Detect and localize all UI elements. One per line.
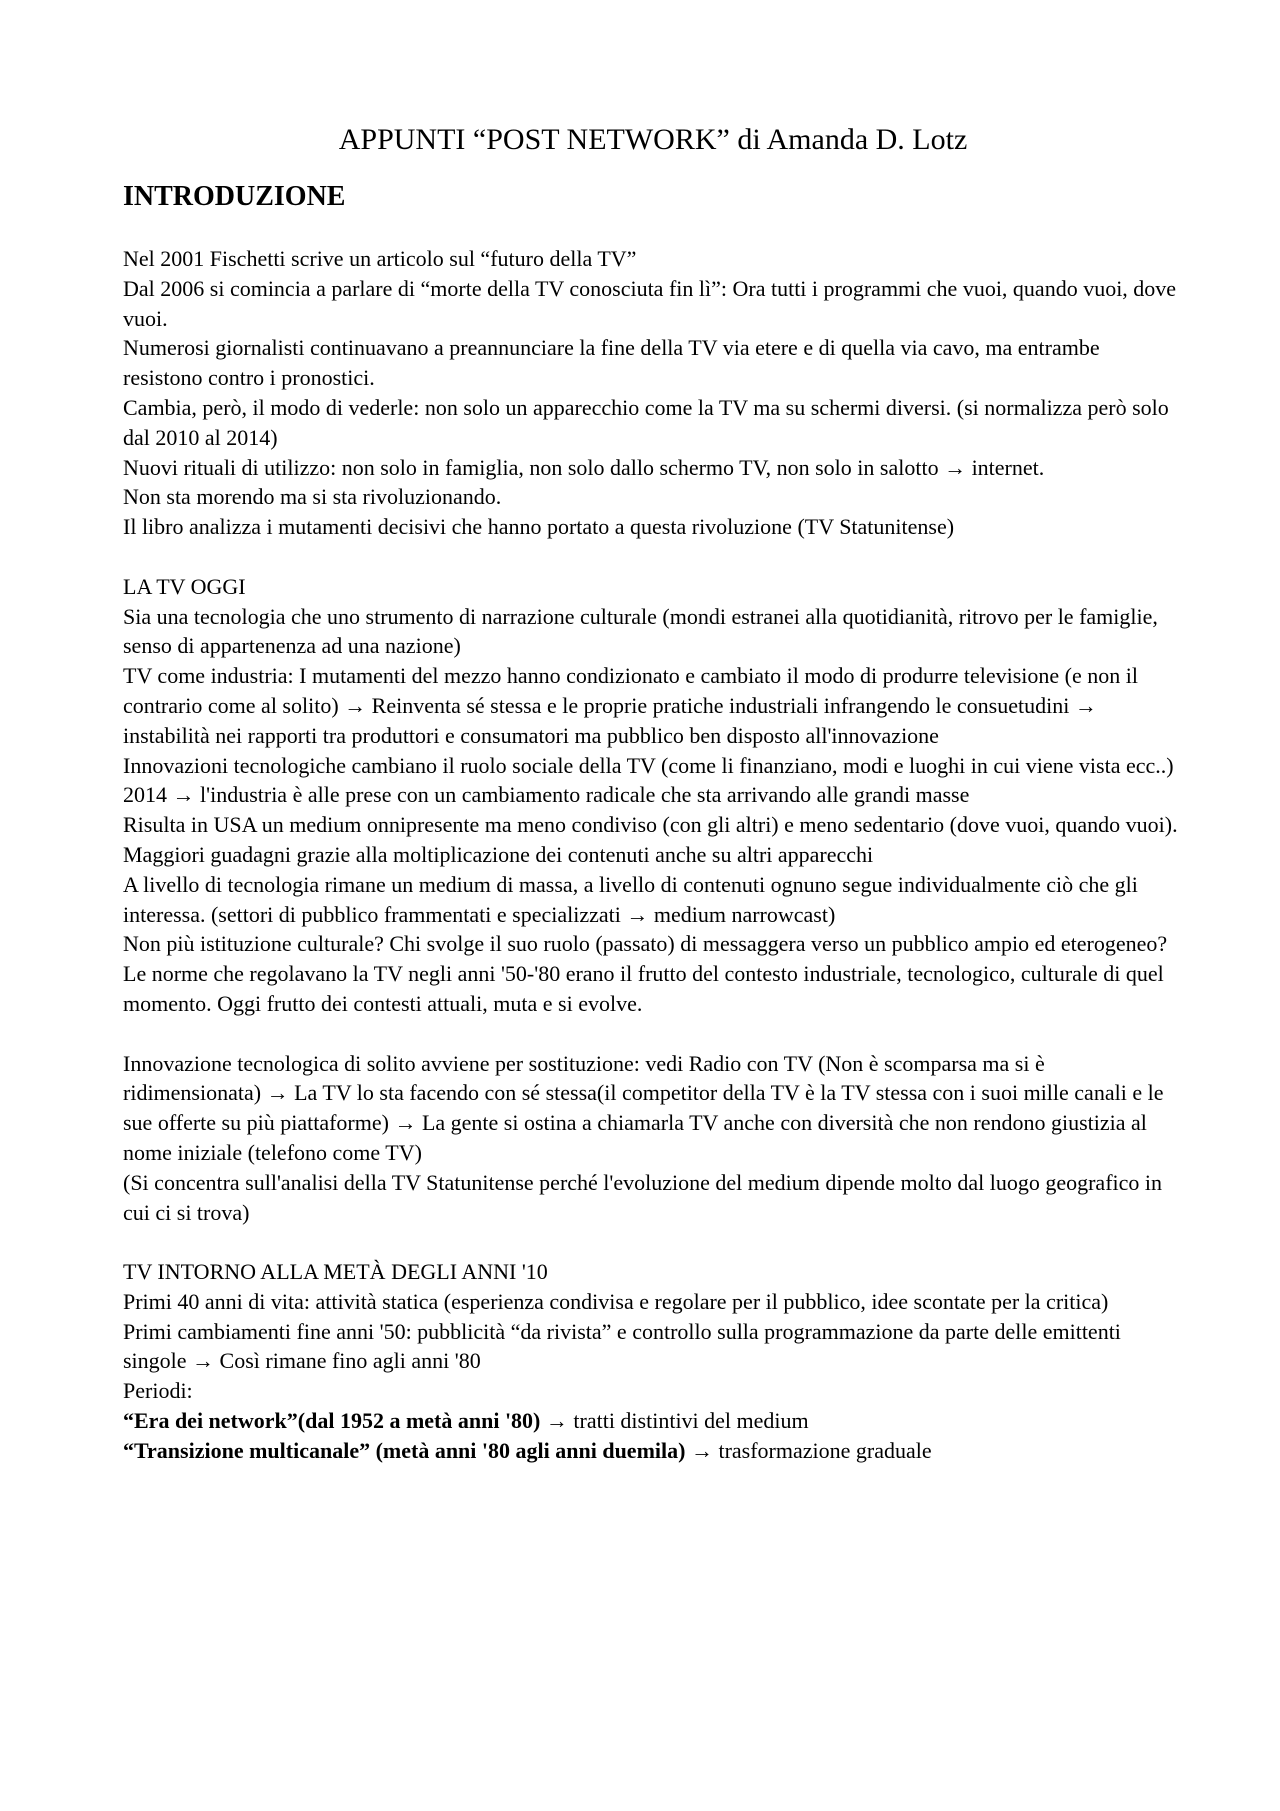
period-item	[123, 1406, 1183, 1436]
period-description: → trasformazione graduale	[685, 1437, 932, 1463]
paragraph: Dal 2006 si comincia a parlare di “morte della TV conosciuta fin lì”: Ora tutti i programmi che vuoi, quando vuoi, dove vuoi.	[123, 275, 1177, 331]
paragraph: Non più istituzione culturale? Chi svolge il suo ruolo (passato) di messaggera verso un pubblico ampio ed eterogeneo?	[123, 931, 1168, 957]
period-label: “Era dei network”(dal 1952 a metà anni '80)	[123, 1408, 541, 1434]
document-page	[123, 122, 1183, 1466]
paragraph: Cambia, però, il modo di vederle: non solo un apparecchio come la TV ma su schermi diversi. (si normalizza però solo dal 2010 al 2014)	[123, 394, 1169, 450]
paragraph: Primi 40 anni di vita: attività statica (esperienza condivisa e regolare per il pubblico, idee scontate per la critica)	[123, 1288, 1109, 1314]
paragraph: A livello di tecnologia rimane un medium di massa, a livello di contenuti ognuno segue individualmente ciò che gli interessa. (settori di pubblico frammentati e specializzati → medium narrowcast)	[123, 871, 1138, 927]
blank-line	[123, 1227, 1183, 1257]
paragraph: 2014 → l'industria è alle prese con un cambiamento radicale che sta arrivando alle grandi masse	[123, 782, 970, 808]
paragraph: Nel 2001 Fischetti scrive un articolo sul “futuro della TV”	[123, 246, 637, 271]
paragraph: Innovazione tecnologica di solito avviene per sostituzione: vedi Radio con TV (Non è scomparsa ma si è ridimensionata) → La TV lo sta facendo con sé stessa(il competitor della TV è la TV stessa con i suoi mille canali e le sue offerte su più piattaforme) → La gente si ostina a chiamarla TV anche con diversità che non rendono giustizia al nome iniziale (telefono come TV)	[123, 1050, 1164, 1165]
paragraph: Primi cambiamenti fine anni '50: pubblicità “da rivista” e controllo sulla programmazione da parte delle emittenti singole → Così rimane fino agli anni '80	[123, 1318, 1121, 1374]
paragraph: TV come industria: I mutamenti del mezzo hanno condizionato e cambiato il modo di produrre televisione (e non il contrario come al solito) → Reinventa sé stessa e le proprie pratiche industriali infrangendo le consuetudini → instabilità nei rapporti tra produttori e consumatori ma pubblico ben disposto all'innovazione	[123, 663, 1138, 748]
paragraph: (Si concentra sull'analisi della TV Statunitense perché l'evoluzione del medium dipende molto dal luogo geografico in cui ci si trova)	[123, 1169, 1163, 1225]
paragraph: Non sta morendo ma si sta rivoluzionando.	[123, 484, 502, 510]
paragraph: Risulta in USA un medium onnipresente ma meno condiviso (con gli altri) e meno sedentario (dove vuoi, quando vuoi). Maggiori guadagni grazie alla moltiplicazione dei contenuti anche su altri apparecchi	[123, 812, 1178, 867]
paragraph: Le norme che regolavano la TV negli anni '50-'80 erano il frutto del contesto industriale, tecnologico, culturale di quel momento. Oggi frutto dei contesti attuali, muta e si evolve.	[123, 961, 1164, 1016]
document-title: APPUNTI “POST NETWORK” di Amanda D. Lotz	[338, 123, 968, 156]
paragraph: Il libro analizza i mutamenti decisivi che hanno portato a questa rivoluzione (TV Statunitense)	[123, 514, 955, 540]
blank-line	[123, 542, 1183, 572]
section-heading-tv-oggi: LA TV OGGI	[123, 573, 246, 599]
period-label: “Transizione multicanale” (metà anni '80 agli anni duemila)	[123, 1437, 686, 1463]
paragraph: Periodi:	[123, 1378, 193, 1404]
period-item	[123, 1436, 1183, 1466]
section-heading-introduzione: INTRODUZIONE	[123, 181, 346, 212]
period-description: → tratti distintivi del medium	[540, 1408, 809, 1434]
paragraph: Innovazioni tecnologiche cambiano il ruolo sociale della TV (come li finanziano, modi e luoghi in cui viene vista ecc..)	[123, 752, 1174, 778]
section-heading-meta-anni-10: TV INTORNO ALLA METÀ DEGLI ANNI '10	[123, 1259, 548, 1285]
paragraph: Numerosi giornalisti continuavano a preannunciare la fine della TV via etere e di quella via cavo, ma entrambe resistono contro i pronostici.	[123, 335, 1100, 391]
blank-line	[123, 1019, 1183, 1049]
paragraph: Nuovi rituali di utilizzo: non solo in famiglia, non solo dallo schermo TV, non solo in salotto → internet.	[123, 454, 1045, 480]
paragraph: Sia una tecnologia che uno strumento di narrazione culturale (mondi estranei alla quotidianità, ritrovo per le famiglie, senso di appartenenza ad una nazione)	[123, 603, 1158, 659]
